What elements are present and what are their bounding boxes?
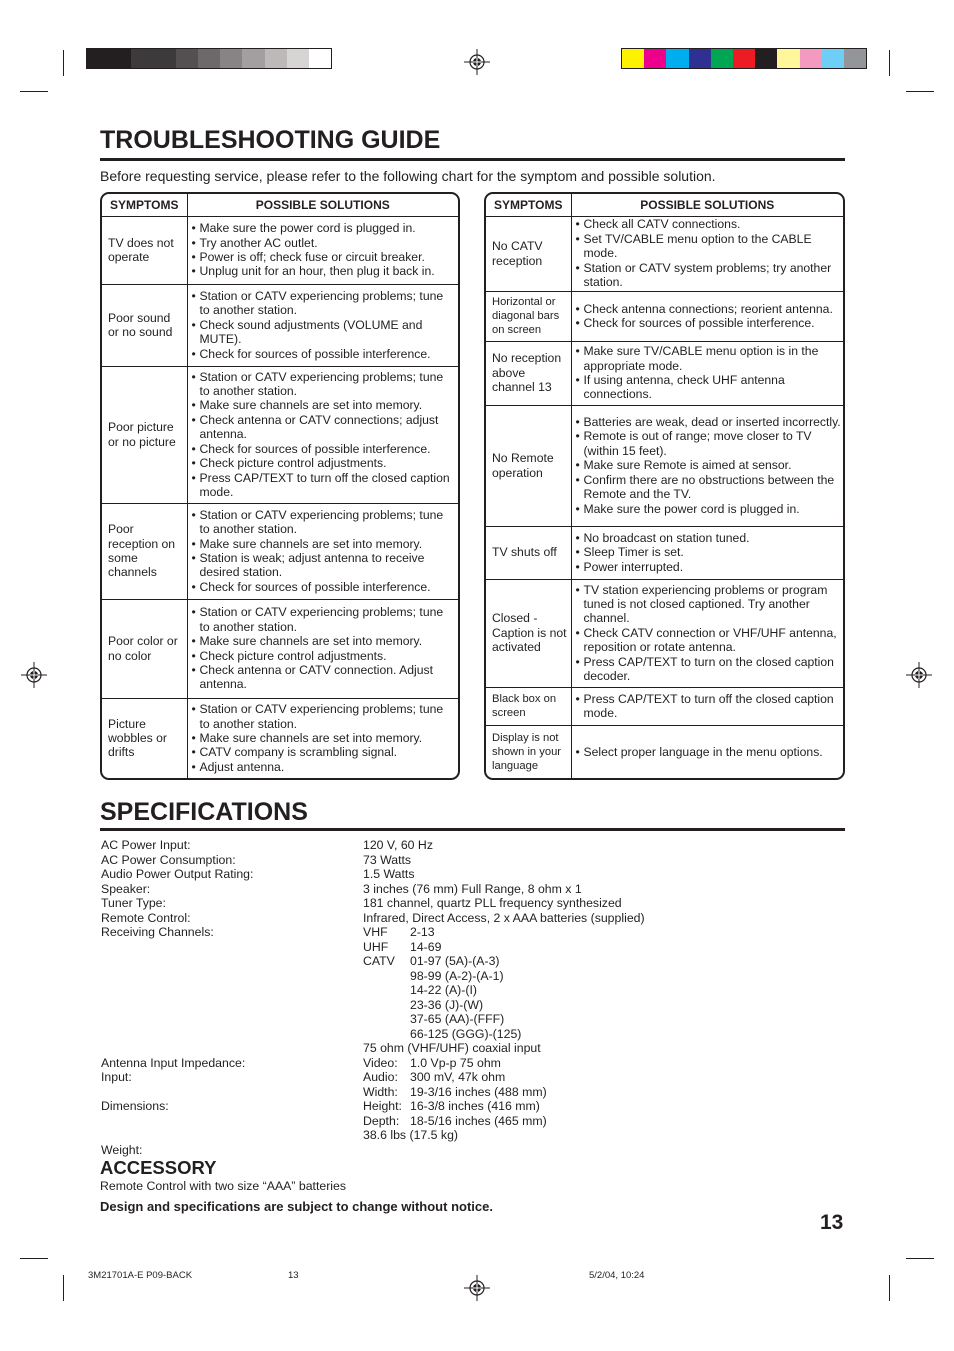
registration-mark-icon [464,49,490,75]
title-rule [100,158,845,161]
spec-label: Receiving Channels: [101,925,214,939]
solution-item: • CATV company is scrambling signal. [192,745,457,759]
specifications-rule [100,828,845,831]
solution-item: • Set TV/CABLE menu option to the CABLE mode. [576,232,842,261]
solution-item: • TV station experiencing problems or program tuned is not closed captioned. Try another channel. [576,583,842,626]
color-swatch [176,49,198,68]
table-row [486,687,843,725]
solution-item: • Press CAP/TEXT to turn on the closed caption decoder. [576,655,842,684]
crop-mark [63,50,64,76]
color-swatch [733,49,755,68]
color-swatch [800,49,822,68]
spec-label: Weight: [101,1142,143,1157]
spec-value: 181 channel, quartz PLL frequency synthesized [363,896,622,910]
symptom-cell: No reception above channel 13 [486,341,571,405]
crop-mark [63,1275,64,1301]
symptom-cell: Black box on screen [486,687,571,725]
spec-value: 1.5 Watts [363,867,415,881]
symptom-cell: Closed - Caption is not activated [486,579,571,687]
band-label: VHF [363,925,388,939]
table-row [486,291,843,341]
solutions-cell [187,698,458,778]
sub-value: 19-3/16 inches (488 mm) [410,1084,547,1099]
solution-item: • No broadcast on station tuned. [576,531,842,545]
solution-item: • Confirm there are no obstructions between the Remote and the TV. [576,473,842,502]
solution-item: • Make sure channels are set into memory. [192,537,457,551]
solution-item: • Check picture control adjustments. [192,649,457,663]
notice-text: Design and specifications are subject to change without notice. [100,1199,493,1214]
solutions-cell [571,579,843,687]
color-swatch [287,49,309,68]
table-row [486,341,843,405]
table-row [486,405,843,526]
solutions-cell [187,216,458,284]
color-swatch [220,49,242,68]
color-swatch [822,49,844,68]
band-range: 66-125 (GGG)-(125) [410,1026,522,1041]
crop-mark [889,50,890,76]
crop-mark [20,91,48,92]
spec-value: 120 V, 60 Hz [363,838,433,852]
solution-item: • Select proper language in the menu options. [576,745,842,759]
page-number: 13 [820,1211,844,1234]
registration-mark-icon [464,1275,490,1301]
symptoms-header: SYMPTOMS [486,194,571,216]
symptom-cell: Poor picture or no picture [102,366,187,503]
sub-value: 300 mV, 47k ohm [410,1070,506,1084]
solution-item: • Make sure channels are set into memory. [192,634,457,648]
sub-value: 16-3/8 inches (416 mm) [410,1099,540,1113]
solution-item: • Station or CATV experiencing problems; tune to another station. [192,370,457,399]
color-swatch [87,49,109,68]
solution-item: • Try another AC outlet. [192,236,457,250]
solution-item: • Check all CATV connections. [576,217,842,231]
sub-label: Video: [363,1055,398,1070]
symptom-cell: Poor color or no color [102,599,187,698]
color-swatch [755,49,777,68]
spec-value: 75 ohm (VHF/UHF) coaxial input [363,1041,541,1055]
solution-item: • Make sure the power cord is plugged in. [576,502,842,516]
solution-item: • Check antenna or CATV connections; adjust antenna. [192,413,457,442]
solutions-cell [571,725,843,779]
solution-item: • Press CAP/TEXT to turn off the closed caption mode. [192,471,457,500]
crop-mark [906,91,934,92]
color-swatch [622,49,644,68]
solution-item: • Station or CATV experiencing problems; tune to another station. [192,605,457,634]
solutions-cell [571,405,843,526]
table-row [102,366,458,503]
color-swatch [844,49,866,68]
solution-item: • Check for sources of possible interference. [192,347,457,361]
solution-item: • Check antenna connections; reorient antenna. [576,302,842,316]
band-range: 37-65 (AA)-(FFF) [410,1012,505,1026]
spec-label: Speaker: [101,881,151,896]
solutions-cell [187,366,458,503]
solutions-header: POSSIBLE SOLUTIONS [187,194,458,216]
table-row [102,216,458,284]
color-swatch [711,49,733,68]
spec-labels [101,838,253,1157]
solution-item: • Station or CATV system problems; try another station. [576,261,842,290]
solution-item: • Check picture control adjustments. [192,456,457,470]
crop-mark [906,1258,934,1259]
spec-value: 73 Watts [363,852,412,867]
table-row [486,216,843,291]
band-range: 23-36 (J)-(W) [410,997,484,1012]
solution-item: • Check CATV connection or VHF/UHF antenna, reposition or rotate antenna. [576,626,842,655]
solution-item: • Check for sources of possible interference. [192,442,457,456]
troubleshooting-title: TROUBLESHOOTING GUIDE [100,126,441,154]
band-range: 14-22 (A)-(I) [410,983,477,997]
solution-item: • Make sure TV/CABLE menu option is in the appropriate mode. [576,344,842,373]
right-troubleshooting-table [484,192,845,780]
solution-item: • Power is off; check fuse or circuit breaker. [192,250,457,264]
band-range: 98-99 (A-2)-(A-1) [410,968,504,983]
solution-item: • If using antenna, check UHF antenna connections. [576,373,842,402]
color-swatch [198,49,220,68]
spec-value: 38.6 lbs (17.5 kg) [363,1128,459,1142]
spec-label: AC Power Input: [101,838,191,852]
color-swatch [309,49,331,68]
footer-date: 5/2/04, 10:24 [589,1270,645,1281]
crop-mark [889,1275,890,1301]
sub-label: Depth: [363,1113,400,1128]
spec-label: Audio Power Output Rating: [101,867,254,881]
sub-label: Height: [363,1099,402,1113]
spec-label: Tuner Type: [101,896,166,910]
solution-item: • Unplug unit for an hour, then plug it back in. [192,264,457,278]
solution-item: • Remote is out of range; move closer to TV (within 15 feet). [576,429,842,458]
solutions-cell [571,687,843,725]
solution-item: • Batteries are weak, dead or inserted incorrectly. [576,415,842,429]
spec-value: 3 inches (76 mm) Full Range, 8 ohm x 1 [363,881,582,896]
spec-label: Antenna Input Impedance: [101,1055,246,1070]
solution-item: • Make sure channels are set into memory. [192,731,457,745]
spec-label: Dimensions: [101,1099,169,1113]
table-row [486,579,843,687]
symptom-cell: Poor sound or no sound [102,284,187,366]
spec-label: Remote Control: [101,910,191,925]
solution-item: • Check antenna or CATV connection. Adjust antenna. [192,663,457,692]
symptom-cell: TV shuts off [486,526,571,579]
band-range: 2-13 [410,925,435,939]
registration-mark-icon [21,662,47,688]
band-label: CATV [363,954,395,968]
color-swatch [154,49,176,68]
specifications-title: SPECIFICATIONS [100,798,308,826]
symptom-cell: TV does not operate [102,216,187,284]
accessory-text: Remote Control with two size “AAA” batteries [100,1179,347,1193]
solution-item: • Adjust antenna. [192,760,457,774]
solution-item: • Press CAP/TEXT to turn off the closed caption mode. [576,692,842,721]
grayscale-color-bar [86,48,332,69]
solutions-cell [571,341,843,405]
solution-item: • Make sure the power cord is plugged in. [192,221,457,235]
solution-item: • Check for sources of possible interference. [192,580,457,594]
solution-item: • Make sure Remote is aimed at sensor. [576,458,842,472]
solutions-cell [187,503,458,599]
color-swatch [689,49,711,68]
sub-value: 1.0 Vp-p 75 ohm [410,1055,501,1070]
band-label: UHF [363,939,389,954]
spec-label: Input: [101,1070,132,1084]
symptoms-header: SYMPTOMS [102,194,187,216]
solutions-cell [571,526,843,579]
sub-label: Audio: [363,1070,398,1084]
symptom-cell: Display is not shown in your language [486,725,571,779]
solution-item: • Sleep Timer is set. [576,545,842,559]
left-troubleshooting-table [100,192,460,780]
symptom-cell: Picture wobbles or drifts [102,698,187,778]
table-row [486,526,843,579]
crop-mark [20,1258,48,1259]
solutions-cell [571,216,843,291]
symptom-cell: Horizontal or diagonal bars on screen [486,291,571,341]
table-row [102,503,458,599]
solution-item: • Check sound adjustments (VOLUME and MUTE). [192,318,457,347]
solution-item: • Station or CATV experiencing problems; tune to another station. [192,289,457,318]
solution-item: • Station or CATV experiencing problems; tune to another station. [192,702,457,731]
solution-item: • Power interrupted. [576,560,842,574]
color-swatch [265,49,287,68]
registration-mark-icon [906,662,932,688]
color-swatch [109,49,131,68]
color-swatch [242,49,264,68]
symptom-cell: No Remote operation [486,405,571,526]
solutions-cell [187,599,458,698]
process-color-bar [621,48,867,69]
accessory-title: ACCESSORY [100,1157,217,1178]
intro-text: Before requesting service, please refer to the following chart for the symptom and possible solution. [100,168,716,184]
spec-values [363,838,645,1143]
solution-item: • Station is weak; adjust antenna to receive desired station. [192,551,457,580]
footer-code: 3M21701A-E P09-BACK [88,1270,193,1281]
band-range: 01-97 (5A)-(A-3) [410,954,500,968]
color-swatch [644,49,666,68]
band-range: 14-69 [410,939,442,954]
table-row [102,599,458,698]
spec-value: Infrared, Direct Access, 2 x AAA batteries (supplied) [363,910,645,925]
spec-label: AC Power Consumption: [101,852,236,867]
symptom-cell: Poor reception on some channels [102,503,187,599]
solutions-cell [571,291,843,341]
table-row [486,725,843,779]
color-swatch [666,49,688,68]
sub-value: 18-5/16 inches (465 mm) [410,1113,547,1128]
solutions-header: POSSIBLE SOLUTIONS [571,194,843,216]
table-row [102,284,458,366]
color-swatch [131,49,153,68]
color-swatch [777,49,799,68]
footer-page: 13 [288,1270,299,1281]
symptom-cell: No CATV reception [486,216,571,291]
solutions-cell [187,284,458,366]
solution-item: • Make sure channels are set into memory. [192,398,457,412]
solution-item: • Check for sources of possible interference. [576,316,842,330]
sub-label: Width: [363,1084,398,1099]
solution-item: • Station or CATV experiencing problems; tune to another station. [192,508,457,537]
table-row [102,698,458,778]
